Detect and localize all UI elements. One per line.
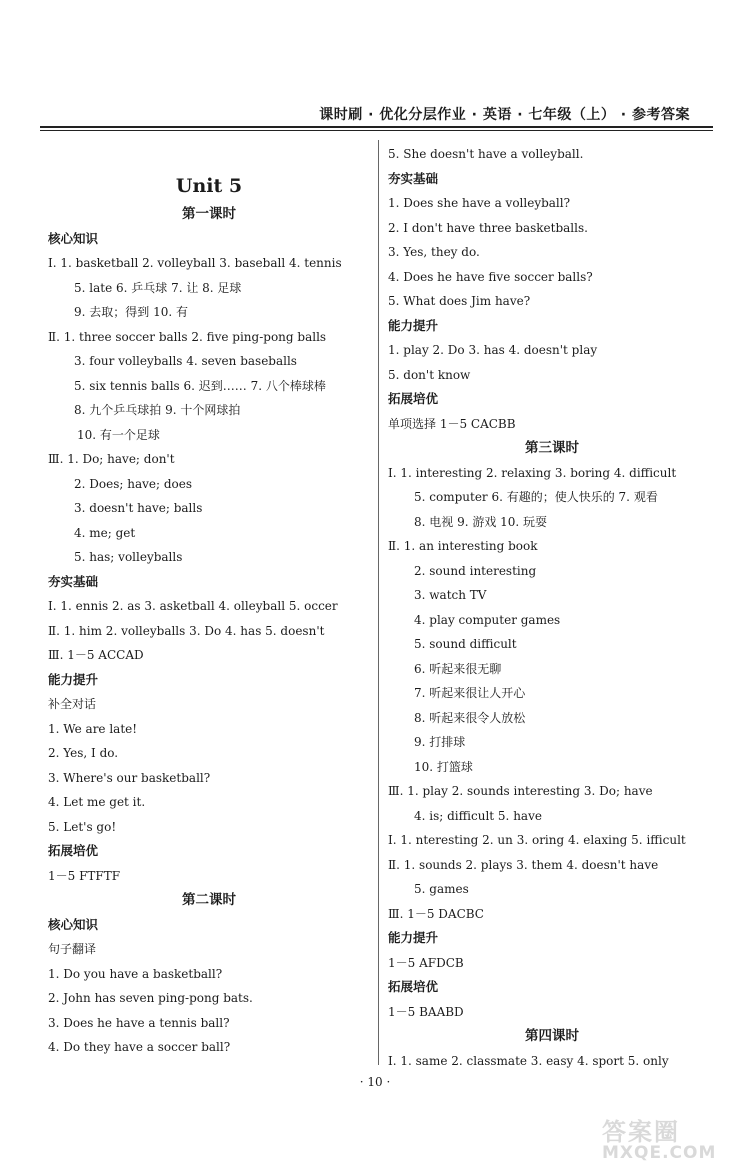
answer-line: 1－5 AFDCB xyxy=(388,955,464,970)
answer-line: 10. 有一个足球 xyxy=(77,427,160,442)
answer-line: 2. I don't have three basketballs. xyxy=(388,220,588,235)
answer-line: Ⅱ. 1. sounds 2. plays 3. them 4. doesn't have xyxy=(388,857,659,872)
answer-line: 2. John has seven ping-pong bats. xyxy=(48,991,253,1005)
answer-line: 3. Where's our basketball? xyxy=(48,770,211,785)
right-column xyxy=(388,142,716,1073)
section-heading: 核心知识 xyxy=(48,916,99,932)
answer-line: 3. four volleyballs 4. seven baseballs xyxy=(74,354,297,368)
answer-line: 5. sound difficult xyxy=(414,637,517,651)
answer-line: 5. games xyxy=(414,882,469,896)
watermark-url: MXQE.COM xyxy=(602,1143,717,1163)
section-heading: 能力提升 xyxy=(388,930,439,945)
page-number: · 10 · xyxy=(359,1075,391,1089)
section-heading: 夯实基础 xyxy=(388,170,439,186)
answer-line: 3. watch TV xyxy=(414,588,487,602)
section-heading: 核心知识 xyxy=(48,230,99,246)
answer-line: 1－5 FTFTF xyxy=(48,868,121,883)
answer-line: 补全对话 xyxy=(48,697,97,711)
section-heading: 拓展培优 xyxy=(388,979,439,994)
answer-line: Ⅲ. 1. Do; have; don't xyxy=(48,452,175,466)
header-rule-thick xyxy=(40,126,713,128)
page-header: 课时刷 · 优化分层作业 · 英语 · 七年级（上） · 参考答案 xyxy=(319,107,690,123)
lesson-title: 第一课时 xyxy=(182,206,236,222)
lesson-title: 第三课时 xyxy=(525,440,579,456)
answer-line: 2. sound interesting xyxy=(414,563,537,578)
answer-line: Ⅱ. 1. three soccer balls 2. five ping-pong balls xyxy=(48,329,327,344)
watermark-logo-text: 答案圈 xyxy=(602,1118,680,1146)
site-watermark xyxy=(602,1112,742,1163)
section-heading: 能力提升 xyxy=(48,671,99,687)
section-heading: 能力提升 xyxy=(388,317,439,333)
answer-line: Ⅰ. 1. nteresting 2. un 3. oring 4. elaxing 5. ifficult xyxy=(388,833,686,847)
answer-line: 3. doesn't have; balls xyxy=(74,501,203,515)
unit-heading: Unit 5 xyxy=(175,175,243,197)
answer-line: 5. computer 6. 有趣的；使人快乐的 7. 观看 xyxy=(414,490,658,504)
answer-line: 6. 听起来很无聊 xyxy=(414,661,502,676)
lesson-title: 第四课时 xyxy=(525,1028,579,1044)
answer-line: 4. me; get xyxy=(74,525,136,540)
answer-line: 7. 听起来很让人开心 xyxy=(414,686,526,700)
answer-line: Ⅱ. 1. him 2. volleyballs 3. Do 4. has 5. doesn't xyxy=(48,623,325,638)
answer-line: 9. 去取；得到 10. 有 xyxy=(74,305,188,319)
answer-line: 8. 九个乒乓球拍 9. 十个网球拍 xyxy=(74,403,241,417)
answer-line: Ⅰ. 1. ennis 2. as 3. asketball 4. olleyball 5. occer xyxy=(48,599,338,613)
answer-line: 10. 打篮球 xyxy=(414,759,473,774)
answer-line: 5. She doesn't have a volleyball. xyxy=(388,147,584,161)
answer-line: Ⅱ. 1. an interesting book xyxy=(388,539,538,553)
answer-line: 句子翻译 xyxy=(48,942,97,956)
answer-line: 4. Do they have a soccer ball? xyxy=(48,1040,231,1054)
answer-line: 3. Yes, they do. xyxy=(388,245,480,259)
answer-line: 4. Does he have five soccer balls? xyxy=(388,269,593,284)
answer-line: 1. Does she have a volleyball? xyxy=(388,196,571,210)
answer-line: 9. 打排球 xyxy=(414,735,466,749)
answer-line: 5. don't know xyxy=(388,367,471,382)
answer-line: 5. Let's go! xyxy=(48,819,117,834)
answer-line: Ⅰ. 1. basketball 2. volleyball 3. baseball 4. tennis xyxy=(48,256,342,270)
left-column xyxy=(48,142,370,1060)
answer-line: Ⅲ. 1－5 ACCAD xyxy=(48,648,144,662)
answer-line: 1. play 2. Do 3. has 4. doesn't play xyxy=(388,343,598,357)
answer-line: 3. Does he have a tennis ball? xyxy=(48,1015,230,1030)
answer-line: 1. We are late! xyxy=(48,721,138,736)
answer-line: 5. late 6. 乒乓球 7. 让 8. 足球 xyxy=(74,280,242,295)
answer-line: 1－5 BAABD xyxy=(388,1004,464,1019)
answer-line: 2. Does; have; does xyxy=(74,476,193,491)
header-rule-thin xyxy=(40,130,713,131)
answer-line: 5. six tennis balls 6. 迟到…… 7. 八个棒球棒 xyxy=(74,378,326,393)
answer-line: Ⅰ. 1. interesting 2. relaxing 3. boring 4. difficult xyxy=(388,465,677,480)
answer-line: 4. play computer games xyxy=(414,612,561,627)
answer-line: 4. Let me get it. xyxy=(48,795,146,809)
answer-line: 5. What does Jim have? xyxy=(388,294,531,308)
answer-line: 2. Yes, I do. xyxy=(48,746,119,760)
answer-line: Ⅲ. 1. play 2. sounds interesting 3. Do; have xyxy=(388,784,653,798)
answer-line: 8. 听起来很令人放松 xyxy=(414,710,526,725)
answer-line: 4. is; difficult 5. have xyxy=(414,808,542,823)
answer-line: Ⅰ. 1. same 2. classmate 3. easy 4. sport 5. only xyxy=(388,1053,669,1068)
section-heading: 拓展培优 xyxy=(388,391,439,406)
answer-line: 单项选择 1－5 CACBB xyxy=(388,416,516,431)
section-heading: 拓展培优 xyxy=(48,843,99,858)
answer-line: 1. Do you have a basketball? xyxy=(48,966,223,981)
lesson-title: 第二课时 xyxy=(182,892,236,908)
column-divider xyxy=(378,140,379,1065)
answer-line: 5. has; volleyballs xyxy=(74,550,183,564)
answer-line: 8. 电视 9. 游戏 10. 玩耍 xyxy=(414,514,548,529)
answer-line: Ⅲ. 1－5 DACBC xyxy=(388,906,484,921)
section-heading: 夯实基础 xyxy=(48,573,99,589)
